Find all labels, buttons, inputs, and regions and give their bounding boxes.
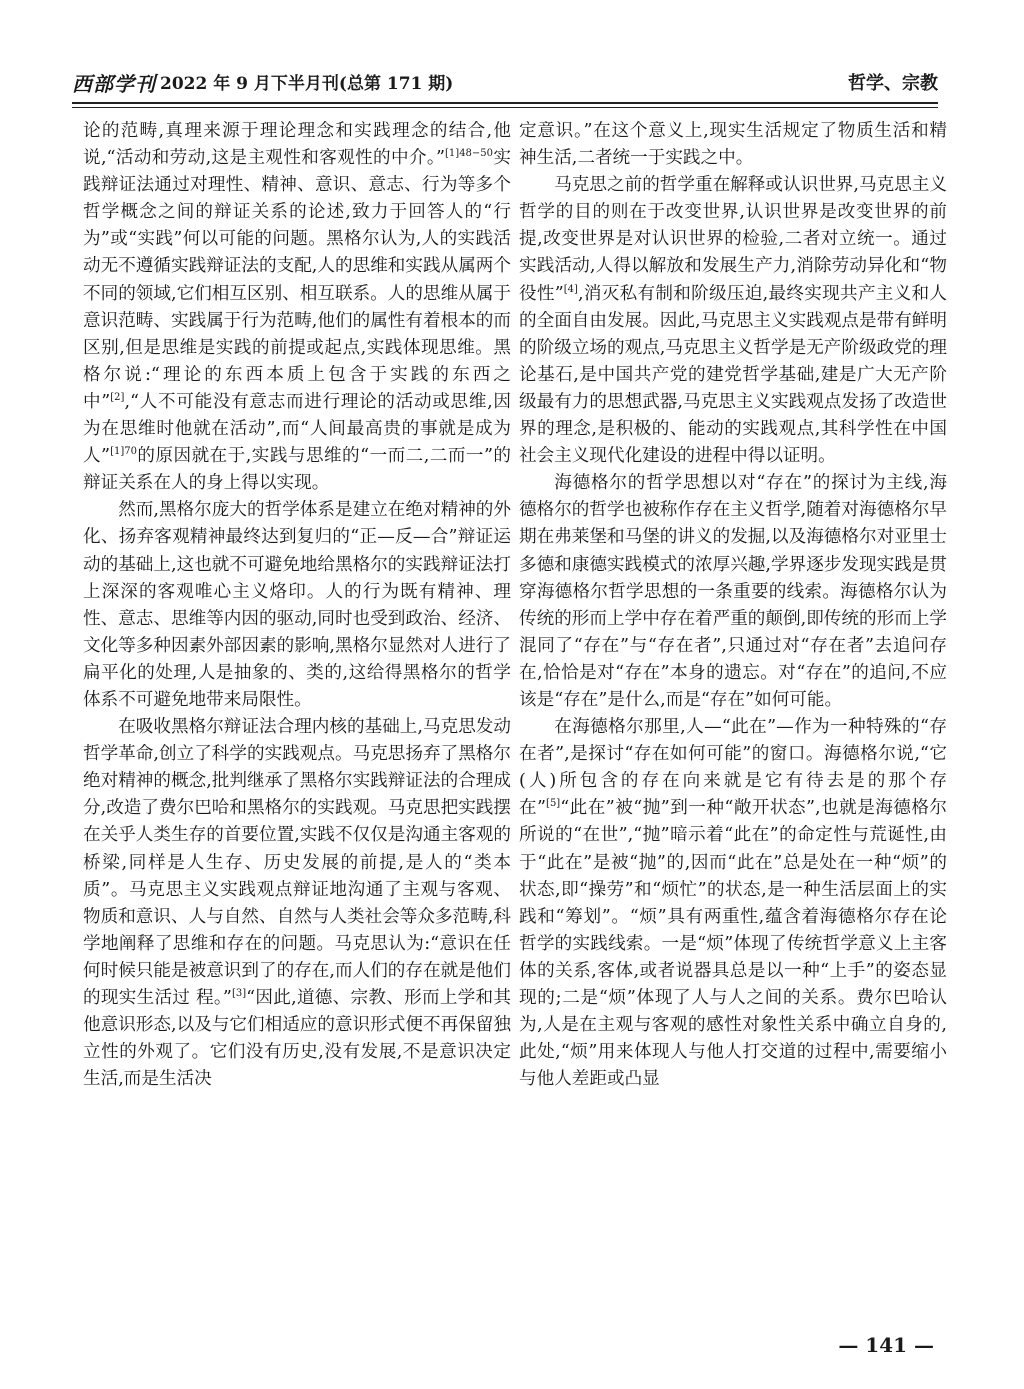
citation-marker: [1]70 [110, 446, 137, 458]
header-rule-thick [72, 102, 938, 104]
issue-info: 2022 年 9 月下半月刊(总第 171 期) [160, 74, 454, 94]
text-segment: 定意识。”在这个意义上,现实生活规定了物质生活和精神生活,二者统一于实践之中。 [519, 121, 947, 169]
paragraph [519, 118, 947, 172]
page-header [72, 60, 938, 110]
paragraph [519, 172, 947, 470]
text-segment: “因此,道德、宗教、形而上学和其他意识形态,以及与它们相适应的意识形式便不再保留独立性的外观了。它们没有历史,没有发展,不是意识决定生活,而是生活决 [83, 988, 511, 1090]
text-segment: 在吸收黑格尔辩证法合理内核的基础上,马克思发动哲学革命,创立了科学的实践观点。马克思扬弃了黑格尔绝对精神的概念,批判继承了黑格尔实践辩证法的合理成分,改造了费尔巴哈和黑格尔的实践观。马克思把实践摆在关乎人类生存的首要位置,实践不仅仅是沟通主客观的桥梁,同样是人生存、历史发展的前提,是人的“类本质”。马克思主义实践观点辩证地沟通了主观与客观、物质和意识、人与自然、自然与人类社会等众多范畴,科学地阐释了思维和存在的问题。马克思认为:“意识在任何时候只能是被意识到了的存在,而人们的存在就是他们的现实生活过 程。” [83, 717, 511, 1008]
paragraph [83, 118, 511, 497]
text-segment: “此在”被“抛”到一种“敞开状态”,也就是海德格尔所说的“在世”,“抛”暗示着“此在”的命定性与荒诞性,由于“此在”是被“抛”的,因而“此在”总是处在一种“烦”的状态,即“操劳”和“烦忙”的状态,是一种生活层面上的实践和“筹划”。“烦”具有两重性,蕴含着海德格尔存在论哲学的实践线索。一是“烦”体现了传统哲学意义上主客体的关系,客体,或者说器具总是以一种“上手”的姿态显现的;二是“烦”体现了人与人之间的关系。费尔巴哈认为,人是在主观与客观的感性对象性关系中确立自身的,此处,“烦”用来体现人与他人打交道的过程中,需要缩小与他人差距或凸显 [519, 798, 947, 1090]
text-segment: 在海德格尔那里,人—“此在”—作为一种特殊的“存在者”,是探讨“存在如何可能”的窗口。海德格尔说,“它(人)所包含的存在向来就是它有待去是的那个存在” [519, 717, 947, 819]
text-segment: 实践辩证法通过对理性、精神、意识、意志、行为等多个哲学概念之间的辩证关系的论述,致力于回答人的“行为”或“实践”何以可能的问题。黑格尔认为,人的实践活动无不遵循实践辩证法的支配,人的思维和实践从属两个不同的领域,它们相互区别、相互联系。人的思维从属于意识范畴、实践属于行为范畴,他们的属性有着根本的而区别,但是思维是实践的前提或起点,实践体现思维。黑格尔说:“理论的东西本质上包含于实践的东西之中” [83, 148, 511, 412]
text-segment: ,“人不可能没有意志而进行理论的活动或思维,因为在思维时他就在活动”,而“人间最高贵的事就是成为人” [83, 391, 511, 467]
citation-marker: [1]48−50 [445, 148, 494, 160]
page-number: — 141 — [838, 1333, 934, 1357]
paragraph [83, 714, 511, 1093]
left-column [83, 118, 511, 1093]
paragraph [519, 470, 947, 714]
citation-marker: [5] [546, 798, 561, 810]
text-segment: 然而,黑格尔庞大的哲学体系是建立在绝对精神的外化、扬弃客观精神最终达到复归的“正—反—合”辩证运动的基础上,这也就不可避免地给黑格尔的实践辩证法打上深深的客观唯心主义烙印。人的行为既有精神、理性、意志、思维等内因的驱动,同时也受到政治、经济、文化等多种因素外部因素的影响,黑格尔显然对人进行了扁平化的处理,人是抽象的、类的,这给得黑格尔的哲学体系不可避免地带来局限性。 [83, 500, 511, 710]
journal-logo: 西部学刊 [72, 72, 156, 96]
citation-marker: [4] [563, 283, 578, 295]
paragraph [83, 497, 511, 714]
right-column [519, 118, 947, 1093]
text-segment: 论的范畴,真理来源于理论理念和实践理念的结合,他说,“活动和劳动,这是主观性和客观性的中介。” [83, 121, 511, 169]
header-rule-thin [72, 107, 938, 108]
citation-marker: [2] [110, 391, 125, 403]
text-segment: ,消灭私有制和阶级压迫,最终实现共产主义和人的全面自由发展。因此,马克思主义实践观点是带有鲜明的阶级立场的观点,马克思主义哲学是无产阶级政党的理论基石,是中国共产党的建党哲学基础,建是广大无产阶级最有力的思想武器,马克思主义实践观点发扬了改造世界的理念,是积极的、能动的实践观点,其科学性在中国社会主义现代化建设的进程中得以证明。 [519, 283, 948, 467]
section-label: 哲学、宗教 [848, 73, 938, 94]
text-segment: 的原因就在于,实践与思维的“一而二,二而一”的辩证关系在人的身上得以实现。 [83, 446, 511, 494]
paragraph [519, 714, 947, 1093]
text-segment: 马克思之前的哲学重在解释或认识世界,马克思主义哲学的目的则在于改变世界,认识世界是改变世界的前提,改变世界是对认识世界的检验,二者对立统一。通过实践活动,人得以解放和发展生产力,消除劳动异化和“物役性” [519, 175, 947, 304]
citation-marker: [3] [231, 988, 247, 999]
text-segment: 海德格尔的哲学思想以对“存在”的探讨为主线,海德格尔的哲学也被称作存在主义哲学,随着对海德格尔早期在弗莱堡和马堡的讲义的发掘,以及海德格尔对亚里士多德和康德实践模式的浓厚兴趣,学界逐步发现实践是贯穿海德格尔哲学思想的一条重要的线索。海德格尔认为传统的形而上学中存在着严重的颠倒,即传统的形而上学混同了“存在”与“存在者”,只通过对“存在者”去追问存在,恰恰是对“存在”本身的遗忘。对“存在”的追问,不应该是“存在”是什么,而是“存在”如何可能。 [519, 473, 947, 710]
